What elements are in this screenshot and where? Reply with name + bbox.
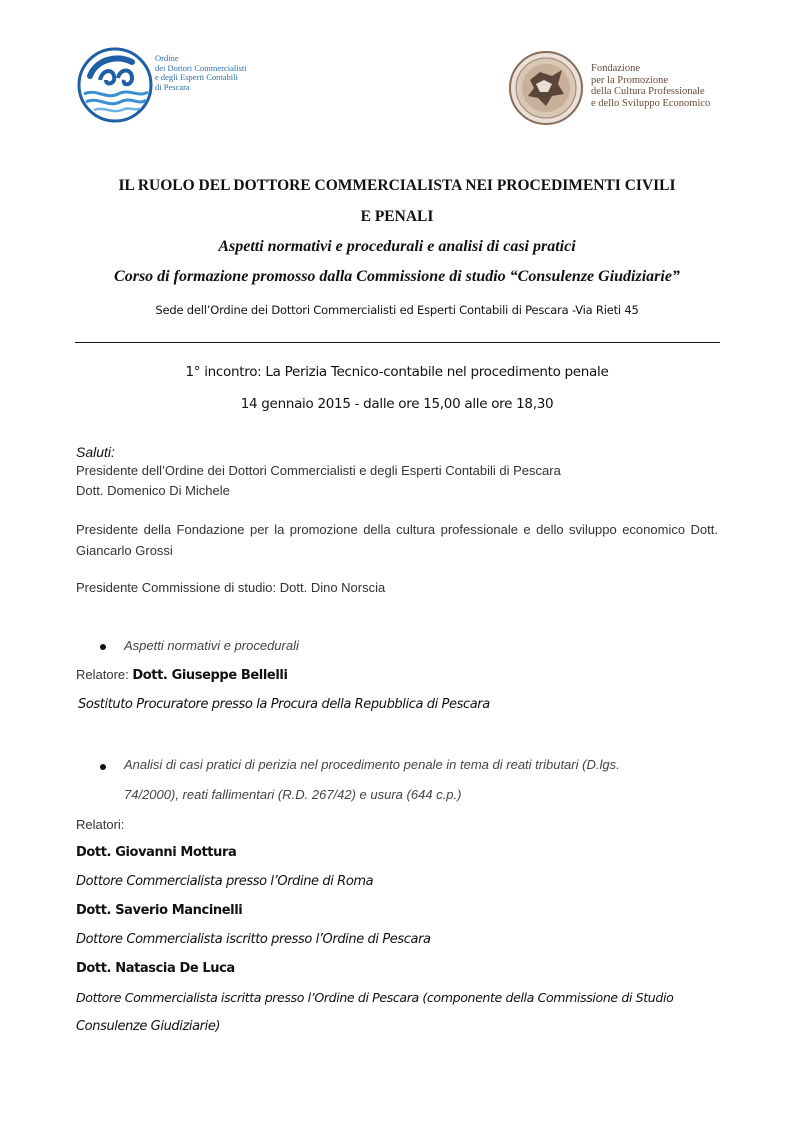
meeting-date: 14 gennaio 2015 - dalle ore 15,00 alle ore 18,30	[240, 396, 554, 412]
bullet-icon	[100, 644, 106, 650]
session1-topic: Aspetti normativi e procedurali	[124, 638, 299, 653]
session1-relatore	[76, 667, 288, 683]
speaker-name: Dott. Saverio Mancinelli	[76, 903, 243, 918]
divider	[75, 342, 720, 343]
relatori-label: Relatori:	[76, 817, 125, 832]
saluti-ordine-president-name: Dott. Domenico Di Michele	[76, 483, 230, 498]
course-title-line-1: IL RUOLO DEL DOTTORE COMMERCIALISTA NEI PROCEDIMENTI CIVILI	[118, 177, 676, 194]
speaker-role: Dottore Commercialista iscritta presso l’Ordine di Pescara (componente della Commissione di Studio	[76, 990, 674, 1005]
speaker-role-continued: Consulenze Giudiziarie)	[76, 1019, 221, 1034]
ordine-logo-line: dei Dottori Commercialisti	[155, 62, 247, 73]
session2-topic-line-1: Analisi di casi pratici di perizia nel procedimento penale in tema di reati tributari (D.lgs.	[124, 757, 620, 772]
course-venue: Sede dell’Ordine dei Dottori Commercialisti ed Esperti Contabili di Pescara -Via Rieti 45	[155, 303, 639, 317]
saluti-ordine-president: Presidente dell’Ordine dei Dottori Commercialisti e degli Esperti Contabili di Pescara	[76, 463, 561, 478]
ordine-logo-text	[155, 54, 247, 92]
fondazione-logo-text	[591, 63, 710, 109]
bullet-icon	[100, 764, 106, 770]
ordine-logo-line: e degli Esperti Contabili	[155, 72, 238, 82]
session2-topic-line-2: 74/2000), reati fallimentari (R.D. 267/42) e usura (644 c.p.)	[124, 787, 462, 802]
speaker-name: Dott. Giovanni Mottura	[76, 845, 237, 860]
course-promoter: Corso di formazione promosso dalla Commissione di studio “Consulenze Giudiziarie”	[114, 268, 680, 285]
course-subtitle: Aspetti normativi e procedurali e analisi di casi pratici	[218, 238, 576, 255]
relatore-name: Dott. Giuseppe Bellelli	[132, 668, 288, 683]
ordine-logo-line: di Pescara	[155, 81, 190, 92]
fondazione-logo-line: e dello Sviluppo Economico	[591, 97, 711, 109]
fondazione-logo-line: per la Promozione	[591, 74, 668, 86]
saluti-heading: Saluti:	[76, 444, 115, 460]
saluti-commissione-president: Presidente Commissione di studio: Dott. Dino Norscia	[76, 580, 386, 595]
ordine-dottori-commercialisti-logo-icon	[76, 46, 154, 124]
fondazione-logo	[508, 50, 584, 126]
speaker-name: Dott. Natascia De Luca	[76, 961, 235, 976]
fondazione-seal-logo-icon	[508, 50, 584, 126]
speaker-role: Dottore Commercialista iscritto presso l’Ordine di Pescara	[76, 932, 431, 947]
fondazione-logo-line: Fondazione	[591, 63, 640, 74]
ordine-logo-line: Ordine	[155, 53, 179, 63]
ordine-logo	[76, 46, 154, 124]
session1-relatore-role: Sostituto Procuratore presso la Procura della Repubblica di Pescara	[78, 697, 490, 712]
fondazione-logo-line: della Cultura Professionale	[591, 86, 705, 97]
saluti-fondazione-president: Presidente della Fondazione per la promozione della cultura professionale e dello sviluppo economico Dott. Giancarlo Grossi	[76, 522, 718, 558]
meeting-title: 1° incontro: La Perizia Tecnico-contabile nel procedimento penale	[185, 364, 609, 380]
course-title-line-2: E PENALI	[360, 208, 434, 225]
relatore-label: Relatore:	[76, 667, 133, 682]
speaker-role: Dottore Commercialista presso l’Ordine di Roma	[76, 874, 374, 889]
